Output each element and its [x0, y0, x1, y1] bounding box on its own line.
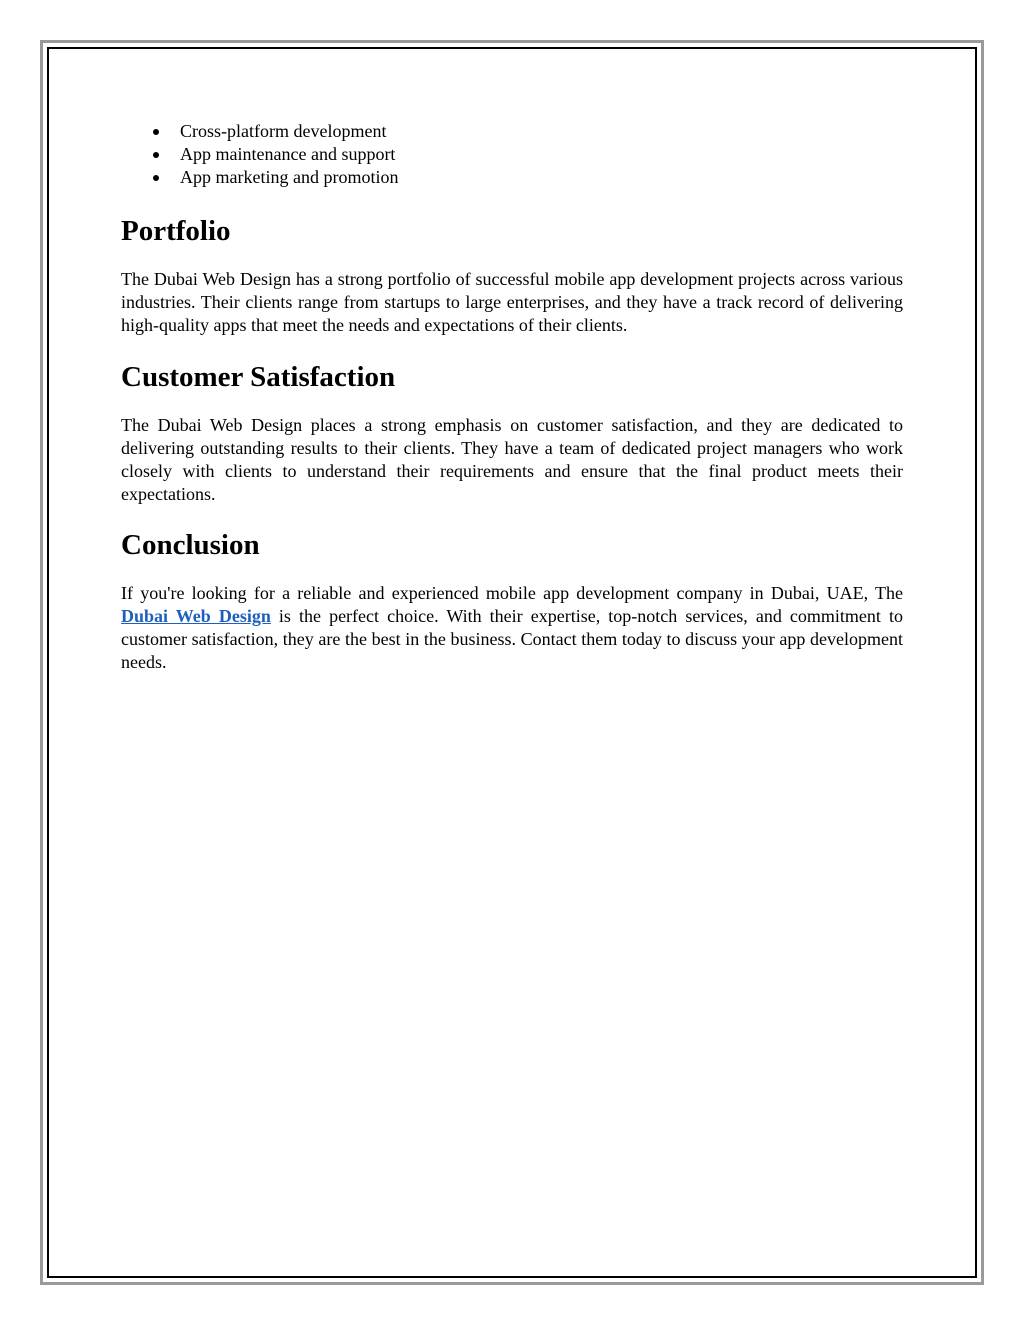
bullet-icon: [153, 152, 159, 158]
list-item: [121, 143, 903, 166]
bullet-icon: [153, 129, 159, 135]
conclusion-heading: Conclusion: [121, 529, 260, 561]
portfolio-heading: Portfolio: [121, 215, 231, 247]
portfolio-paragraph: The Dubai Web Design has a strong portfolio of successful mobile app development projects across various industries. Their clients range from startups to large enterprises, and they have a track record of delivering high-quality apps that meet the needs and expectations of their clients.: [121, 269, 903, 335]
conclusion-text-end: is the perfect choice. With their expertise, top-notch services, and commitment to customer satisfaction, they are the best in the business. Contact them today to discuss your app development needs.: [121, 606, 903, 672]
dubai-web-design-link[interactable]: Dubai Web Design: [121, 606, 271, 626]
list-item-text: App maintenance and support: [180, 144, 396, 164]
customer-satisfaction-heading: Customer Satisfaction: [121, 361, 396, 393]
document-content: [121, 120, 903, 674]
services-list: [121, 120, 903, 189]
list-item: [121, 120, 903, 143]
conclusion-text-start: If you're looking for a reliable and experienced mobile app development company in Dubai, UAE, The: [121, 583, 903, 603]
conclusion-paragraph: [121, 582, 903, 674]
list-item-text: App marketing and promotion: [180, 167, 399, 187]
list-item-text: Cross-platform development: [180, 121, 387, 141]
list-item: [121, 166, 903, 189]
customer-satisfaction-paragraph: The Dubai Web Design places a strong emphasis on customer satisfaction, and they are dedicated to delivering outstanding results to their clients. They have a team of dedicated project managers who work closely with clients to understand their requirements and ensure that the final product meets their expectations.: [121, 415, 903, 504]
bullet-icon: [153, 175, 159, 181]
